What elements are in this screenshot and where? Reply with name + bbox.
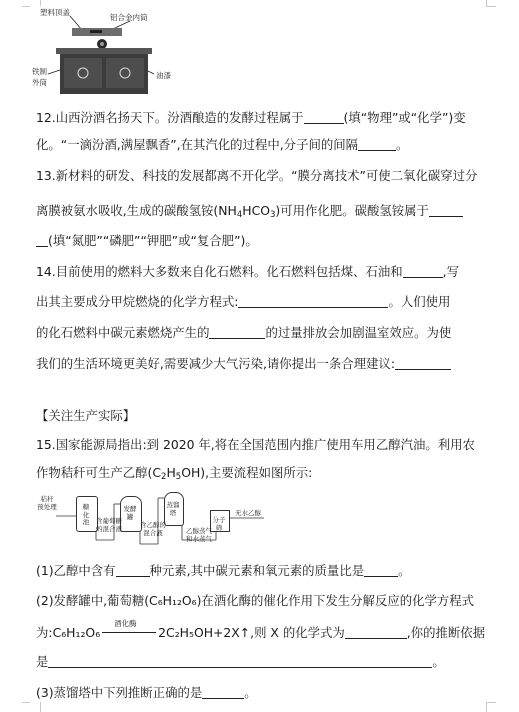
q15-sub1: (1)乙醇中含有 种元素,其中碳元素和氧元素的质量比是 。 xyxy=(36,563,411,578)
corner-mark xyxy=(486,5,496,7)
answer-blank[interactable] xyxy=(395,357,451,370)
q15-sub2-line2: 为:C₆H₁₂O₆ 酒化酶 2C₂H₅OH+2X↑,则 X 的化学式为 ,你的推断依据 xyxy=(36,625,488,641)
mix2-label: 含乙醇的 混合液 xyxy=(140,521,166,537)
q15-sub2-line1: (2)发酵罐中,葡萄糖(C₆H₁₂O₆)在酒化酶的催化作用下发生分解反应的化学方程式 xyxy=(36,593,475,608)
product-label: 无水乙醇 xyxy=(235,509,261,517)
q12-line2: 化。“一滴汾酒,满屋飘香”,在其汽化的过程中,分子间的间隔 。 xyxy=(36,137,409,152)
trash-bin-figure xyxy=(30,0,190,100)
q15-line2: 作物秸秆可生产乙醇$(C_2H_5OH)$,主要流程如图所示: xyxy=(36,465,313,482)
answer-blank[interactable] xyxy=(238,295,388,308)
answer-blank[interactable] xyxy=(345,626,407,639)
q14-line3: 的化石燃料中碳元素燃烧产生的 的过量排放会加剧温室效应。为使 xyxy=(36,325,452,340)
q15-line1: 15.国家能源局指出:到 2020 年,将在全国范围内推广使用车用乙醇汽油。利用农 xyxy=(36,437,475,452)
trash-bin-icon xyxy=(30,0,190,100)
vapor-label: 乙醇蒸气 和水蒸气 xyxy=(186,527,212,543)
q13-line3: (填“氮肥”“磷肥”“钾肥”或“复合肥”)。 xyxy=(36,233,488,249)
mix1-label: 含葡萄糖 的混合液 xyxy=(96,517,122,533)
answer-blank[interactable] xyxy=(429,204,463,217)
answer-blank[interactable] xyxy=(36,234,48,247)
corner-mark xyxy=(22,702,30,704)
section-title: 【关注生产实际】 xyxy=(36,408,136,423)
answer-blank[interactable] xyxy=(364,564,398,577)
q15-sub2-line3: 是 。 xyxy=(36,654,445,669)
reaction-arrow xyxy=(100,619,158,639)
answer-blank[interactable] xyxy=(358,138,396,151)
q13-line2: 离膜被氨水吸收,生成的碳酸氢铵$(NH_4HCO_3)$可用作化肥。碳酸氢铵属于 xyxy=(36,203,488,223)
q14-line1: 14.目前使用的燃料大多数来自化石燃料。化石燃料包括煤、石油和 ,写 xyxy=(36,264,459,279)
answer-blank[interactable] xyxy=(403,265,443,278)
label-paint: 油漆 xyxy=(156,71,171,80)
q15-sub3: (3)蒸馏塔中下列推断正确的是 。 xyxy=(36,685,257,700)
tank4-label: 分子筛 xyxy=(212,516,226,532)
tank2-label: 发酵 罐 xyxy=(123,505,137,521)
tank3-label: 蒸馏 塔 xyxy=(166,501,180,517)
label-iron-outer: 铁制 xyxy=(32,67,47,76)
raw-material-label: 秸秆 预处理 xyxy=(37,495,57,511)
q14-line4: 我们的生活环境更美好,需要减少大气污染,请你提出一条合理建议: xyxy=(36,356,488,372)
catalyst-label: 酒化酶 xyxy=(114,619,137,628)
corner-mark xyxy=(486,702,496,704)
q14-line2: 出其主要成分甲烷燃烧的化学方程式: 。人们使用 xyxy=(36,294,451,309)
flow-diagram xyxy=(36,490,276,550)
label-plastic-cover: 塑料顶盖 xyxy=(40,8,70,17)
flow-lines xyxy=(36,490,276,550)
q12-line1: 12.山西汾酒名扬天下。汾酒酿造的发酵过程属于 (填“物理”或“化学”)变 xyxy=(36,110,466,125)
label-aluminum-inner: 铝合金内筒 xyxy=(110,13,148,22)
tank1-label: 糖化池 xyxy=(82,503,90,526)
answer-blank[interactable] xyxy=(202,686,244,699)
answer-blank[interactable] xyxy=(304,111,344,124)
label-iron-outer: 外筒 xyxy=(32,78,47,87)
corner-mark xyxy=(30,702,41,712)
answer-blank[interactable] xyxy=(209,326,265,339)
q13-line1: 13.新材料的研发、科技的发展都离不开化学。“膜分离技术”可使二氧化碳穿过分 xyxy=(36,168,478,183)
corner-mark xyxy=(22,5,30,7)
answer-blank[interactable] xyxy=(48,655,432,668)
answer-blank[interactable] xyxy=(116,564,150,577)
arrow-line xyxy=(102,632,156,633)
